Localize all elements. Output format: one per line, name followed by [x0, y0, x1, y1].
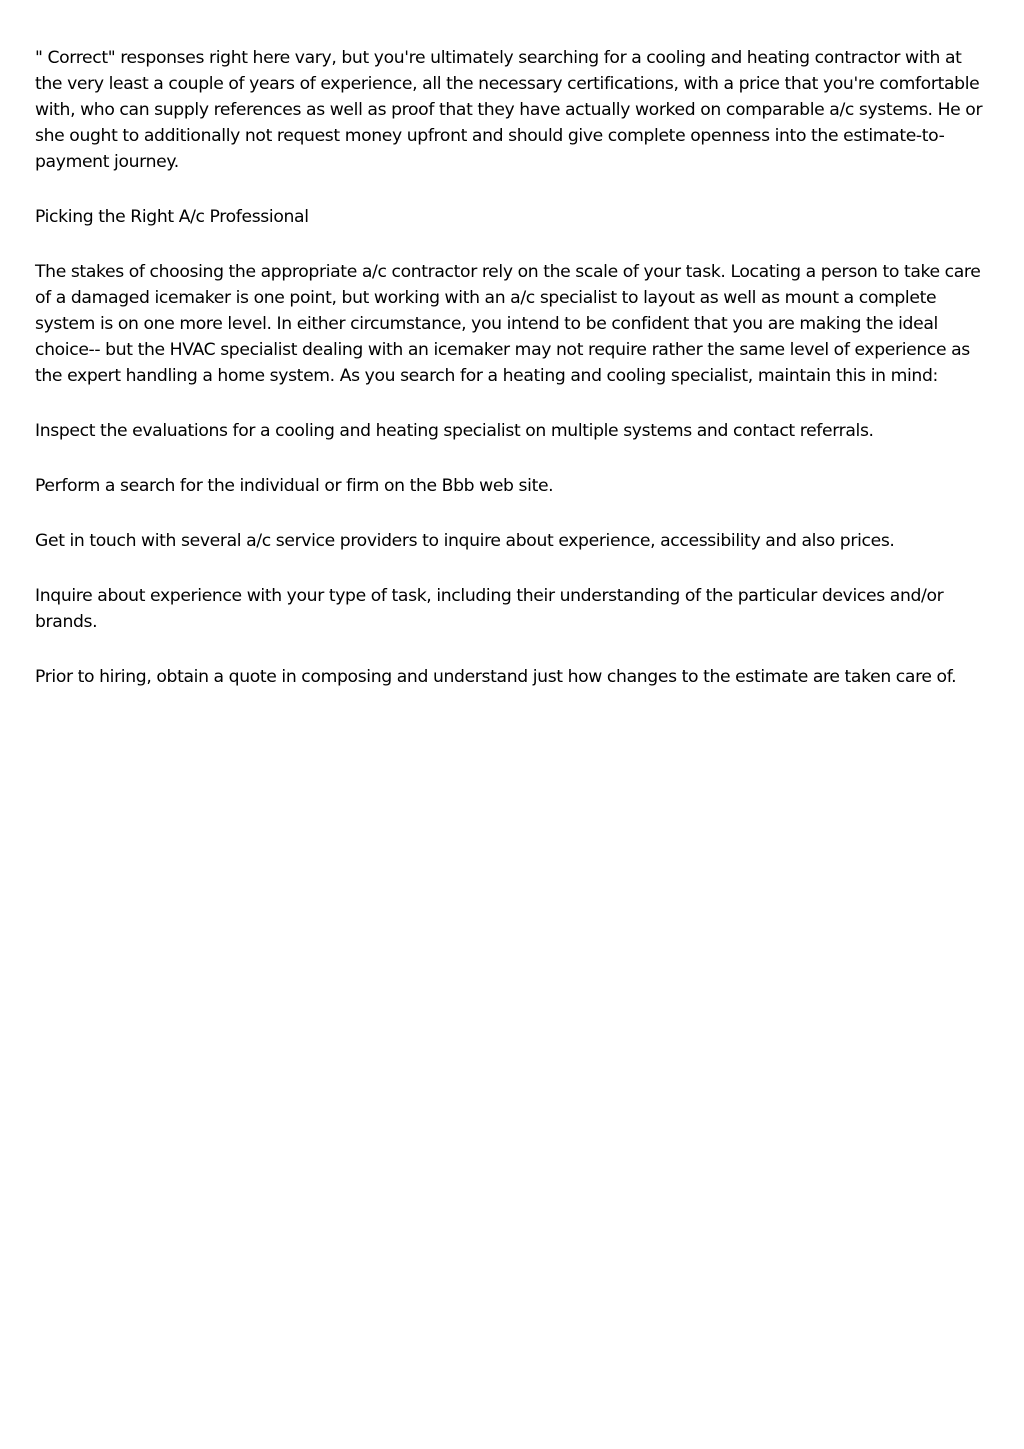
- intro-paragraph: " Correct" responses right here vary, but you're ultimately searching for a cooling and heating contractor with at the very least a couple of years of experience, all the necessary certifications, with a price that you're comfortable with, who can supply references as well as proof that they have actually worked on comparable a/c systems. He or she ought to additionally not request money upfront and should give complete openness into the estimate-to-payment journey.: [35, 48, 983, 172]
- tip-paragraph: Inspect the evaluations for a cooling and heating specialist on multiple systems and contact referrals.: [35, 421, 874, 441]
- tip-paragraph: Prior to hiring, obtain a quote in composing and understand just how changes to the estimate are taken care of.: [35, 667, 957, 687]
- body-paragraph: The stakes of choosing the appropriate a/c contractor rely on the scale of your task. Locating a person to take care of a damaged icemaker is one point, but working with an a/c specialist to layout as well as mount a complete system is on one more level. In either circumstance, you intend to be confident that you are making the ideal choice-- but the HVAC specialist dealing with an icemaker may not require rather the same level of experience as the expert handling a home system. As you search for a heating and cooling specialist, maintain this in mind:: [35, 262, 981, 386]
- section-heading: Picking the Right A/c Professional: [35, 207, 309, 227]
- tip-paragraph: Perform a search for the individual or firm on the Bbb web site.: [35, 476, 554, 496]
- document-page: [35, 45, 993, 719]
- tip-paragraph: Get in touch with several a/c service providers to inquire about experience, accessibility and also prices.: [35, 531, 895, 551]
- tip-paragraph: Inquire about experience with your type of task, including their understanding of the particular devices and/or brands.: [35, 586, 944, 632]
